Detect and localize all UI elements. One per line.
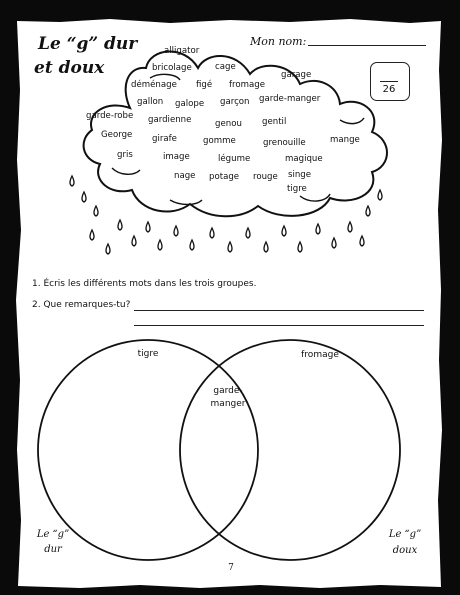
venn-middle-example-line1: garde- [213, 386, 243, 396]
cloud-word: rouge [253, 172, 278, 182]
page-number: 7 [228, 563, 234, 573]
instruction-2: 2. Que remarques-tu? [32, 300, 131, 310]
cloud-word: garage [281, 70, 312, 80]
cloud-word: girafe [152, 134, 177, 144]
cloud-word: mange [330, 135, 360, 145]
cloud-word: grenouille [263, 138, 306, 148]
venn-right-example: fromage [301, 350, 339, 360]
cloud-word: gentil [262, 117, 287, 127]
cloud-word: alligator [164, 46, 200, 56]
cloud-word: image [163, 152, 190, 162]
name-label: Mon nom: [250, 35, 307, 48]
worksheet-title-line1: Le “g” dur [38, 34, 138, 54]
cloud-word: garde-manger [259, 94, 321, 104]
cloud-word: George [101, 130, 133, 140]
cloud-word: garçon [220, 97, 250, 107]
venn-right-circle [180, 340, 400, 560]
cloud-word: gallon [137, 97, 164, 107]
cloud-word: gris [117, 150, 133, 160]
cloud-word: magique [285, 154, 323, 164]
cloud-word: potage [209, 172, 240, 182]
cloud-word: genou [215, 119, 242, 129]
cloud-word: tigre [287, 184, 307, 194]
cloud-word: nage [174, 171, 196, 181]
cloud-word: singe [288, 170, 312, 180]
cloud-word: légume [218, 154, 251, 164]
instruction-1: 1. Écris les différents mots dans les trois groupes. [32, 279, 257, 289]
cloud-word: bricolage [152, 63, 192, 73]
cloud-word: gardienne [148, 115, 192, 125]
venn-left-example: tigre [137, 349, 159, 359]
cloud-word: figé [196, 80, 213, 90]
cloud-word: cage [215, 62, 236, 72]
right-label-line1: Le “g” [388, 529, 422, 540]
cloud-word: déménage [131, 80, 177, 90]
worksheet-title-line2: et doux [34, 58, 105, 78]
left-label-line2: dur [44, 544, 62, 555]
score-value: 26 [382, 84, 396, 95]
venn-left-circle [38, 340, 258, 560]
cloud-word: galope [175, 99, 205, 109]
left-label-line1: Le “g” [36, 529, 70, 540]
cloud-word: garde-robe [86, 111, 134, 121]
cloud-word: gomme [203, 136, 236, 146]
venn-middle-example-line2: manger [210, 399, 246, 409]
right-label-line2: doux [392, 545, 418, 556]
cloud-word: fromage [229, 80, 266, 90]
